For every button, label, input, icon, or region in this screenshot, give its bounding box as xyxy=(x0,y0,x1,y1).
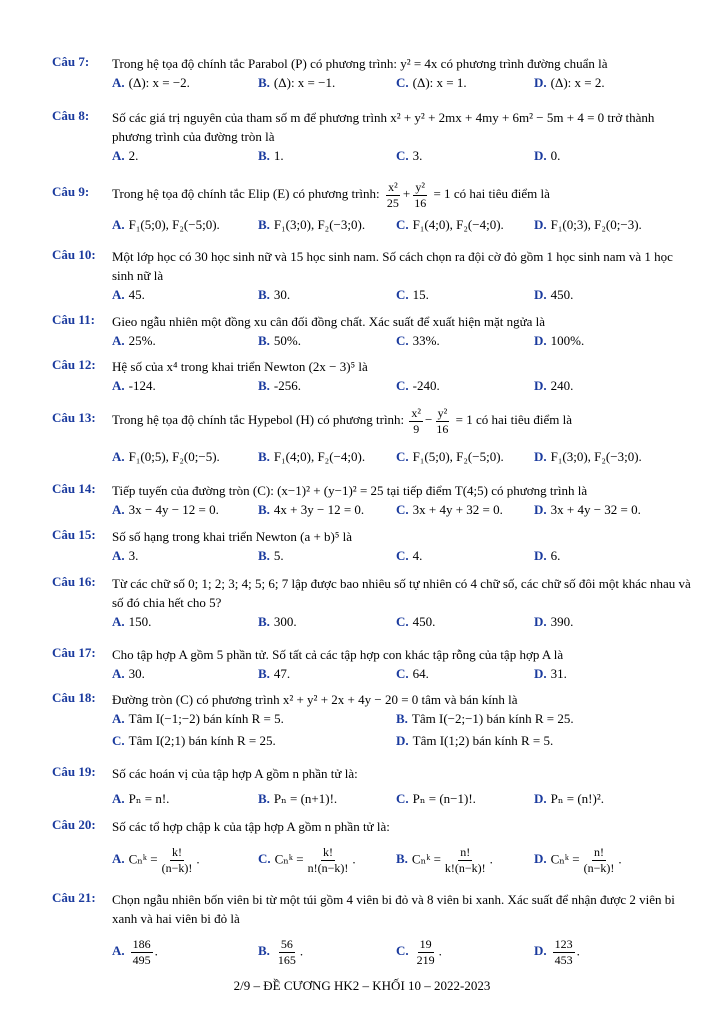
question-15 xyxy=(52,527,692,566)
option-c xyxy=(396,73,467,93)
option-a xyxy=(112,500,219,520)
question-number: Câu 20: xyxy=(52,817,96,832)
question-number: Câu 11: xyxy=(52,312,95,327)
option-text: 3. xyxy=(412,148,423,163)
option-c xyxy=(396,376,440,396)
question-text xyxy=(112,178,692,211)
option-label: A. xyxy=(112,614,125,629)
option-text: F₁(0;3), F₂(0;−3). xyxy=(550,216,642,232)
option-label: B. xyxy=(258,216,270,232)
option-text: 2. xyxy=(128,148,139,163)
option-c xyxy=(396,546,422,566)
option-label: B. xyxy=(258,448,270,464)
option-label: B. xyxy=(258,548,270,563)
denominator: 495 xyxy=(132,953,151,967)
option-label: B. xyxy=(258,148,270,163)
option-d xyxy=(534,447,642,467)
option-label: B. xyxy=(258,943,270,959)
option-text: F₁(4;0), F₂(−4;0). xyxy=(412,216,504,232)
answer-options xyxy=(112,376,692,396)
answer-options-row-1 xyxy=(112,709,692,731)
option-label: A. xyxy=(112,216,125,232)
question-21 xyxy=(52,890,692,968)
option-text: 390. xyxy=(550,614,574,629)
option-c xyxy=(396,789,476,809)
option-label: D. xyxy=(534,614,547,629)
option-text: F₁(5;0), F₂(−5;0). xyxy=(128,216,220,232)
numerator: y² xyxy=(437,405,448,420)
question-number: Câu 15: xyxy=(52,527,96,542)
denominator: 16 xyxy=(414,195,427,210)
denominator: 16 xyxy=(436,421,449,436)
option-label: A. xyxy=(112,791,125,806)
operator: − xyxy=(425,412,433,427)
question-text: Hệ số của x⁴ trong khai triển Newton (2x − 3)⁵ là xyxy=(112,359,368,374)
question-14 xyxy=(52,481,692,520)
question-number: Câu 8: xyxy=(52,108,90,123)
option-label: B. xyxy=(258,378,270,393)
page-footer: 2/9 – ĐỀ CƯƠNG HK2 – KHỐI 10 – 2022-2023 xyxy=(233,978,491,993)
question-text: Số số hạng trong khai triển Newton (a + b)⁵ là xyxy=(112,529,353,544)
question-text: Gieo ngẫu nhiên một đồng xu cân đối đồng chất. Xác suất để xuất hiện mặt ngửa là xyxy=(112,314,546,329)
option-label: B. xyxy=(258,75,270,90)
question-number: Câu 9: xyxy=(52,184,90,199)
option-label: C. xyxy=(396,75,409,90)
option-text: 6. xyxy=(550,548,561,563)
option-a xyxy=(112,546,138,566)
option-label: D. xyxy=(534,851,547,867)
option-text: Tâm I(2;1) bán kính R = 25. xyxy=(128,733,276,748)
option-a xyxy=(112,376,156,396)
option-text: (Δ): x = 1. xyxy=(412,75,467,90)
option-text: 1. xyxy=(273,148,284,163)
answer-options xyxy=(112,73,692,93)
answer-options xyxy=(112,612,692,632)
option-label: B. xyxy=(396,711,408,726)
question-7 xyxy=(52,54,692,93)
answer-options xyxy=(112,664,692,684)
option-label: D. xyxy=(534,548,547,563)
option-label: A. xyxy=(112,378,125,393)
option-d xyxy=(534,376,573,396)
option-c xyxy=(258,845,356,876)
option-label: C. xyxy=(258,851,271,867)
option-label: B. xyxy=(396,851,408,867)
question-text: Trong hệ tọa độ chính tắc Parabol (P) có phương trình: y² = 4x có phương trình đường chuẩn là xyxy=(112,56,608,71)
question-text xyxy=(112,404,692,437)
fraction xyxy=(415,937,437,968)
option-label: B. xyxy=(258,502,270,517)
option-label: A. xyxy=(112,333,125,348)
option-text: F₁(3;0), F₂(−3;0). xyxy=(273,216,366,232)
option-text: Pₙ = n!. xyxy=(128,791,170,806)
option-label: C. xyxy=(112,733,125,748)
option-a xyxy=(112,937,158,968)
option-text: 240. xyxy=(550,378,574,393)
option-text: 25%. xyxy=(128,333,156,348)
period: . xyxy=(196,851,200,867)
option-b xyxy=(258,937,303,968)
option-b xyxy=(258,546,284,566)
option-label: B. xyxy=(258,791,270,806)
option-label: C. xyxy=(396,548,409,563)
formula-lhs: Cₙᵏ = xyxy=(274,851,304,867)
option-a xyxy=(112,447,220,467)
question-text-before: Trong hệ tọa độ chính tắc Elip (E) có phương trình: xyxy=(112,186,380,201)
option-d xyxy=(534,73,605,93)
option-label: D. xyxy=(534,378,547,393)
option-text: Pₙ = (n+1)!. xyxy=(273,791,338,806)
fraction xyxy=(306,845,351,876)
numerator: n! xyxy=(594,845,604,859)
period: . xyxy=(352,851,356,867)
option-d xyxy=(534,215,642,235)
option-label: C. xyxy=(396,216,409,232)
operator: + xyxy=(402,186,411,201)
fraction xyxy=(582,845,617,876)
question-12 xyxy=(52,357,692,396)
numerator: 186 xyxy=(132,937,151,951)
option-label: D. xyxy=(396,733,409,748)
option-text: 64. xyxy=(412,666,429,681)
option-text: 3. xyxy=(128,548,139,563)
option-text: 3x − 4y − 12 = 0. xyxy=(128,502,219,517)
option-text: 4x + 3y − 12 = 0. xyxy=(273,502,365,517)
denominator: (n−k)! xyxy=(583,861,615,875)
option-label: C. xyxy=(396,148,409,163)
question-16 xyxy=(52,574,692,632)
period: . xyxy=(489,851,493,867)
option-text: Pₙ = (n−1)!. xyxy=(412,791,476,806)
question-text-after: có hai tiêu điểm là xyxy=(453,186,550,201)
option-c xyxy=(396,215,504,235)
option-text: 15. xyxy=(412,287,429,302)
question-number: Câu 21: xyxy=(52,890,96,905)
option-a xyxy=(112,845,200,876)
option-d xyxy=(534,500,641,520)
denominator: n!(n−k)! xyxy=(307,861,349,875)
numerator: x² xyxy=(411,405,422,420)
option-label: A. xyxy=(112,448,125,464)
numerator: 56 xyxy=(280,937,293,951)
option-label: C. xyxy=(396,791,409,806)
answer-options xyxy=(112,928,692,968)
equation-rhs: = 1 xyxy=(455,412,473,427)
option-label: A. xyxy=(112,851,125,867)
denominator: 25 xyxy=(386,195,399,210)
fraction xyxy=(443,845,488,876)
option-label: D. xyxy=(534,943,547,959)
option-a xyxy=(112,612,151,632)
option-text: Tâm I(−2;−1) bán kính R = 25. xyxy=(411,711,574,726)
question-text: Cho tập hợp A gồm 5 phần tử. Số tất cả các tập hợp con khác tập rỗng của tập hợp A là xyxy=(112,647,564,662)
option-text: 45. xyxy=(128,287,145,302)
option-a xyxy=(112,664,145,684)
option-label: B. xyxy=(258,614,270,629)
answer-options xyxy=(112,836,692,876)
option-label: C. xyxy=(396,666,409,681)
numerator: k! xyxy=(172,845,182,859)
option-d xyxy=(534,664,567,684)
option-c xyxy=(396,937,442,968)
answer-options xyxy=(112,285,692,305)
option-label: A. xyxy=(112,943,125,959)
fraction xyxy=(553,937,575,968)
option-label: C. xyxy=(396,378,409,393)
option-text: 30. xyxy=(128,666,145,681)
period: . xyxy=(154,943,158,959)
question-text: Một lớp học có 30 học sinh nữ và 15 học sinh nam. Số cách chọn ra đội cờ đỏ gồm 1 học sinh nam và 1 học sinh nữ là xyxy=(112,249,673,283)
denominator: (n−k)! xyxy=(161,861,193,875)
option-c xyxy=(112,731,276,751)
answer-options xyxy=(112,146,692,166)
option-label: A. xyxy=(112,287,125,302)
option-a xyxy=(112,709,284,729)
period: . xyxy=(618,851,622,867)
option-label: B. xyxy=(258,666,270,681)
option-label: A. xyxy=(112,75,125,90)
option-text: (Δ): x = −1. xyxy=(273,75,336,90)
option-b xyxy=(258,789,337,809)
option-b xyxy=(258,331,301,351)
option-label: D. xyxy=(534,666,547,681)
question-text: Số các giá trị nguyên của tham số m để phương trình x² + y² + 2mx + 4my + 6m² − 5m + 4 = 0 trở thành phương trình của đường tròn là xyxy=(112,110,655,144)
question-8 xyxy=(52,108,692,166)
option-c xyxy=(396,447,504,467)
option-a xyxy=(112,146,138,166)
option-label: C. xyxy=(396,502,409,517)
fraction xyxy=(409,406,423,437)
option-b xyxy=(258,146,284,166)
option-a xyxy=(112,215,220,235)
option-label: D. xyxy=(534,148,547,163)
period: . xyxy=(576,943,580,959)
question-text: Số các tổ hợp chập k của tập hợp A gồm n phần tử là: xyxy=(112,819,390,834)
fraction xyxy=(385,180,401,211)
option-text: 50%. xyxy=(273,333,302,348)
option-d xyxy=(534,546,560,566)
question-17 xyxy=(52,645,692,684)
answer-options xyxy=(112,331,692,351)
question-text-before: Trong hệ tọa độ chính tắc Hypebol (H) có phương trình: xyxy=(112,412,405,427)
option-label: B. xyxy=(258,333,270,348)
option-b xyxy=(258,612,297,632)
option-label: B. xyxy=(258,287,270,302)
option-c xyxy=(396,500,503,520)
option-label: A. xyxy=(112,548,125,563)
fraction xyxy=(131,937,153,968)
option-text: 450. xyxy=(550,287,574,302)
question-number: Câu 7: xyxy=(52,54,90,69)
option-b xyxy=(258,664,290,684)
question-text-after: có hai tiêu điểm là xyxy=(475,412,572,427)
answer-options xyxy=(112,789,692,809)
question-18 xyxy=(52,690,692,751)
numerator: 19 xyxy=(419,937,432,951)
numerator: y² xyxy=(415,179,426,194)
option-text: Tâm I(−1;−2) bán kính R = 5. xyxy=(128,711,284,726)
question-text: Từ các chữ số 0; 1; 2; 3; 4; 5; 6; 7 lập được bao nhiêu số tự nhiên có 4 chữ số, các chữ số đôi một khác nhau và số đó chia hết cho 5? xyxy=(112,576,691,610)
formula-lhs: Cₙᵏ = xyxy=(128,851,158,867)
option-c xyxy=(396,664,429,684)
question-number: Câu 19: xyxy=(52,764,96,779)
option-text: (Δ): x = 2. xyxy=(550,75,605,90)
question-number: Câu 18: xyxy=(52,690,96,705)
option-b xyxy=(258,376,301,396)
option-text: -124. xyxy=(128,378,156,393)
question-text: Tiếp tuyến của đường tròn (C): (x−1)² + (y−1)² = 25 tại tiếp điểm T(4;5) có phương trình là xyxy=(112,483,588,498)
formula-lhs: Cₙᵏ = xyxy=(550,851,580,867)
question-20 xyxy=(52,817,692,876)
question-number: Câu 13: xyxy=(52,410,96,425)
question-text: Số các hoán vị của tập hợp A gồm n phần tử là: xyxy=(112,766,358,781)
option-text: -256. xyxy=(273,378,302,393)
option-b xyxy=(396,845,493,876)
option-label: D. xyxy=(534,502,547,517)
denominator: 165 xyxy=(277,953,296,967)
fraction xyxy=(412,180,428,211)
option-label: D. xyxy=(534,333,547,348)
fraction xyxy=(276,937,298,968)
period: . xyxy=(299,943,304,959)
period: . xyxy=(438,943,442,959)
option-d xyxy=(534,937,580,968)
option-text: (Δ): x = −2. xyxy=(128,75,190,90)
option-text: 3x + 4y + 32 = 0. xyxy=(412,502,503,517)
option-d xyxy=(396,731,553,751)
question-text: Chọn ngẫu nhiên bốn viên bi từ một túi gồm 4 viên bi đỏ và 8 viên bi xanh. Xác suất để nhận được 2 viên bi xanh và hai viên bi đỏ là xyxy=(112,892,675,926)
option-text: -240. xyxy=(412,378,440,393)
option-text: 47. xyxy=(273,666,291,681)
question-number: Câu 14: xyxy=(52,481,96,496)
option-label: A. xyxy=(112,502,125,517)
option-text: 3x + 4y − 32 = 0. xyxy=(550,502,641,517)
option-d xyxy=(534,612,573,632)
question-number: Câu 10: xyxy=(52,247,96,262)
fraction xyxy=(434,406,450,437)
option-label: A. xyxy=(112,711,125,726)
option-b xyxy=(258,215,365,235)
option-label: D. xyxy=(534,448,547,464)
option-text: F₁(4;0), F₂(−4;0). xyxy=(273,448,366,464)
denominator: 219 xyxy=(416,953,435,967)
option-a xyxy=(112,73,190,93)
option-label: A. xyxy=(112,148,125,163)
option-b xyxy=(258,447,365,467)
option-c xyxy=(396,146,422,166)
answer-options xyxy=(112,546,692,566)
option-label: C. xyxy=(396,614,409,629)
answer-options xyxy=(112,215,692,235)
option-label: C. xyxy=(396,448,409,464)
numerator: x² xyxy=(388,179,398,194)
option-d xyxy=(534,789,604,809)
question-10 xyxy=(52,247,692,305)
option-a xyxy=(112,789,169,809)
option-label: D. xyxy=(534,75,547,90)
option-text: 4. xyxy=(412,548,423,563)
option-label: D. xyxy=(534,216,547,232)
option-text: 100%. xyxy=(550,333,585,348)
option-label: C. xyxy=(396,943,409,959)
option-b xyxy=(258,500,364,520)
option-label: A. xyxy=(112,666,125,681)
numerator: n! xyxy=(460,845,471,859)
numerator: k! xyxy=(323,845,333,859)
equation-rhs: = 1 xyxy=(433,186,451,201)
option-b xyxy=(258,285,290,305)
option-text: 450. xyxy=(412,614,436,629)
fraction xyxy=(160,845,195,876)
option-d xyxy=(534,285,573,305)
question-number: Câu 17: xyxy=(52,645,96,660)
question-11 xyxy=(52,312,692,351)
question-text: Đường tròn (C) có phương trình x² + y² + 2x + 4y − 20 = 0 tâm và bán kính là xyxy=(112,692,518,707)
option-text: F₁(5;0), F₂(−5;0). xyxy=(412,448,504,464)
option-text: Pₙ = (n!)². xyxy=(550,791,604,806)
question-number: Câu 16: xyxy=(52,574,96,589)
option-d xyxy=(534,146,560,166)
option-label: D. xyxy=(534,287,547,302)
option-c xyxy=(396,285,429,305)
denominator: k!(n−k)! xyxy=(444,861,486,875)
option-text: 30. xyxy=(273,287,291,302)
option-text: 0. xyxy=(550,148,561,163)
option-b xyxy=(396,709,574,729)
option-text: 5. xyxy=(273,548,284,563)
option-text: 33%. xyxy=(412,333,440,348)
answer-options-row-2 xyxy=(112,731,692,751)
formula-lhs: Cₙᵏ = xyxy=(411,851,441,867)
option-label: D. xyxy=(534,791,547,806)
option-d xyxy=(534,331,584,351)
option-a xyxy=(112,331,156,351)
option-text: Tâm I(1;2) bán kính R = 5. xyxy=(412,733,554,748)
question-13 xyxy=(52,404,692,467)
denominator: 9 xyxy=(413,421,420,436)
option-text: F₁(0;5), F₂(0;−5). xyxy=(128,448,220,464)
answer-options xyxy=(112,500,692,520)
numerator: 123 xyxy=(554,937,573,951)
answer-options xyxy=(112,447,692,467)
option-label: C. xyxy=(396,333,409,348)
question-9 xyxy=(52,178,692,235)
option-a xyxy=(112,285,145,305)
option-c xyxy=(396,331,440,351)
option-d xyxy=(534,845,622,876)
option-text: 300. xyxy=(273,614,297,629)
option-b xyxy=(258,73,335,93)
option-label: C. xyxy=(396,287,409,302)
option-text: 150. xyxy=(128,614,152,629)
option-text: F₁(3;0), F₂(−3;0). xyxy=(550,448,642,464)
question-19 xyxy=(52,764,692,809)
option-c xyxy=(396,612,435,632)
question-number: Câu 12: xyxy=(52,357,96,372)
option-text: 31. xyxy=(550,666,567,681)
denominator: 453 xyxy=(554,953,573,967)
